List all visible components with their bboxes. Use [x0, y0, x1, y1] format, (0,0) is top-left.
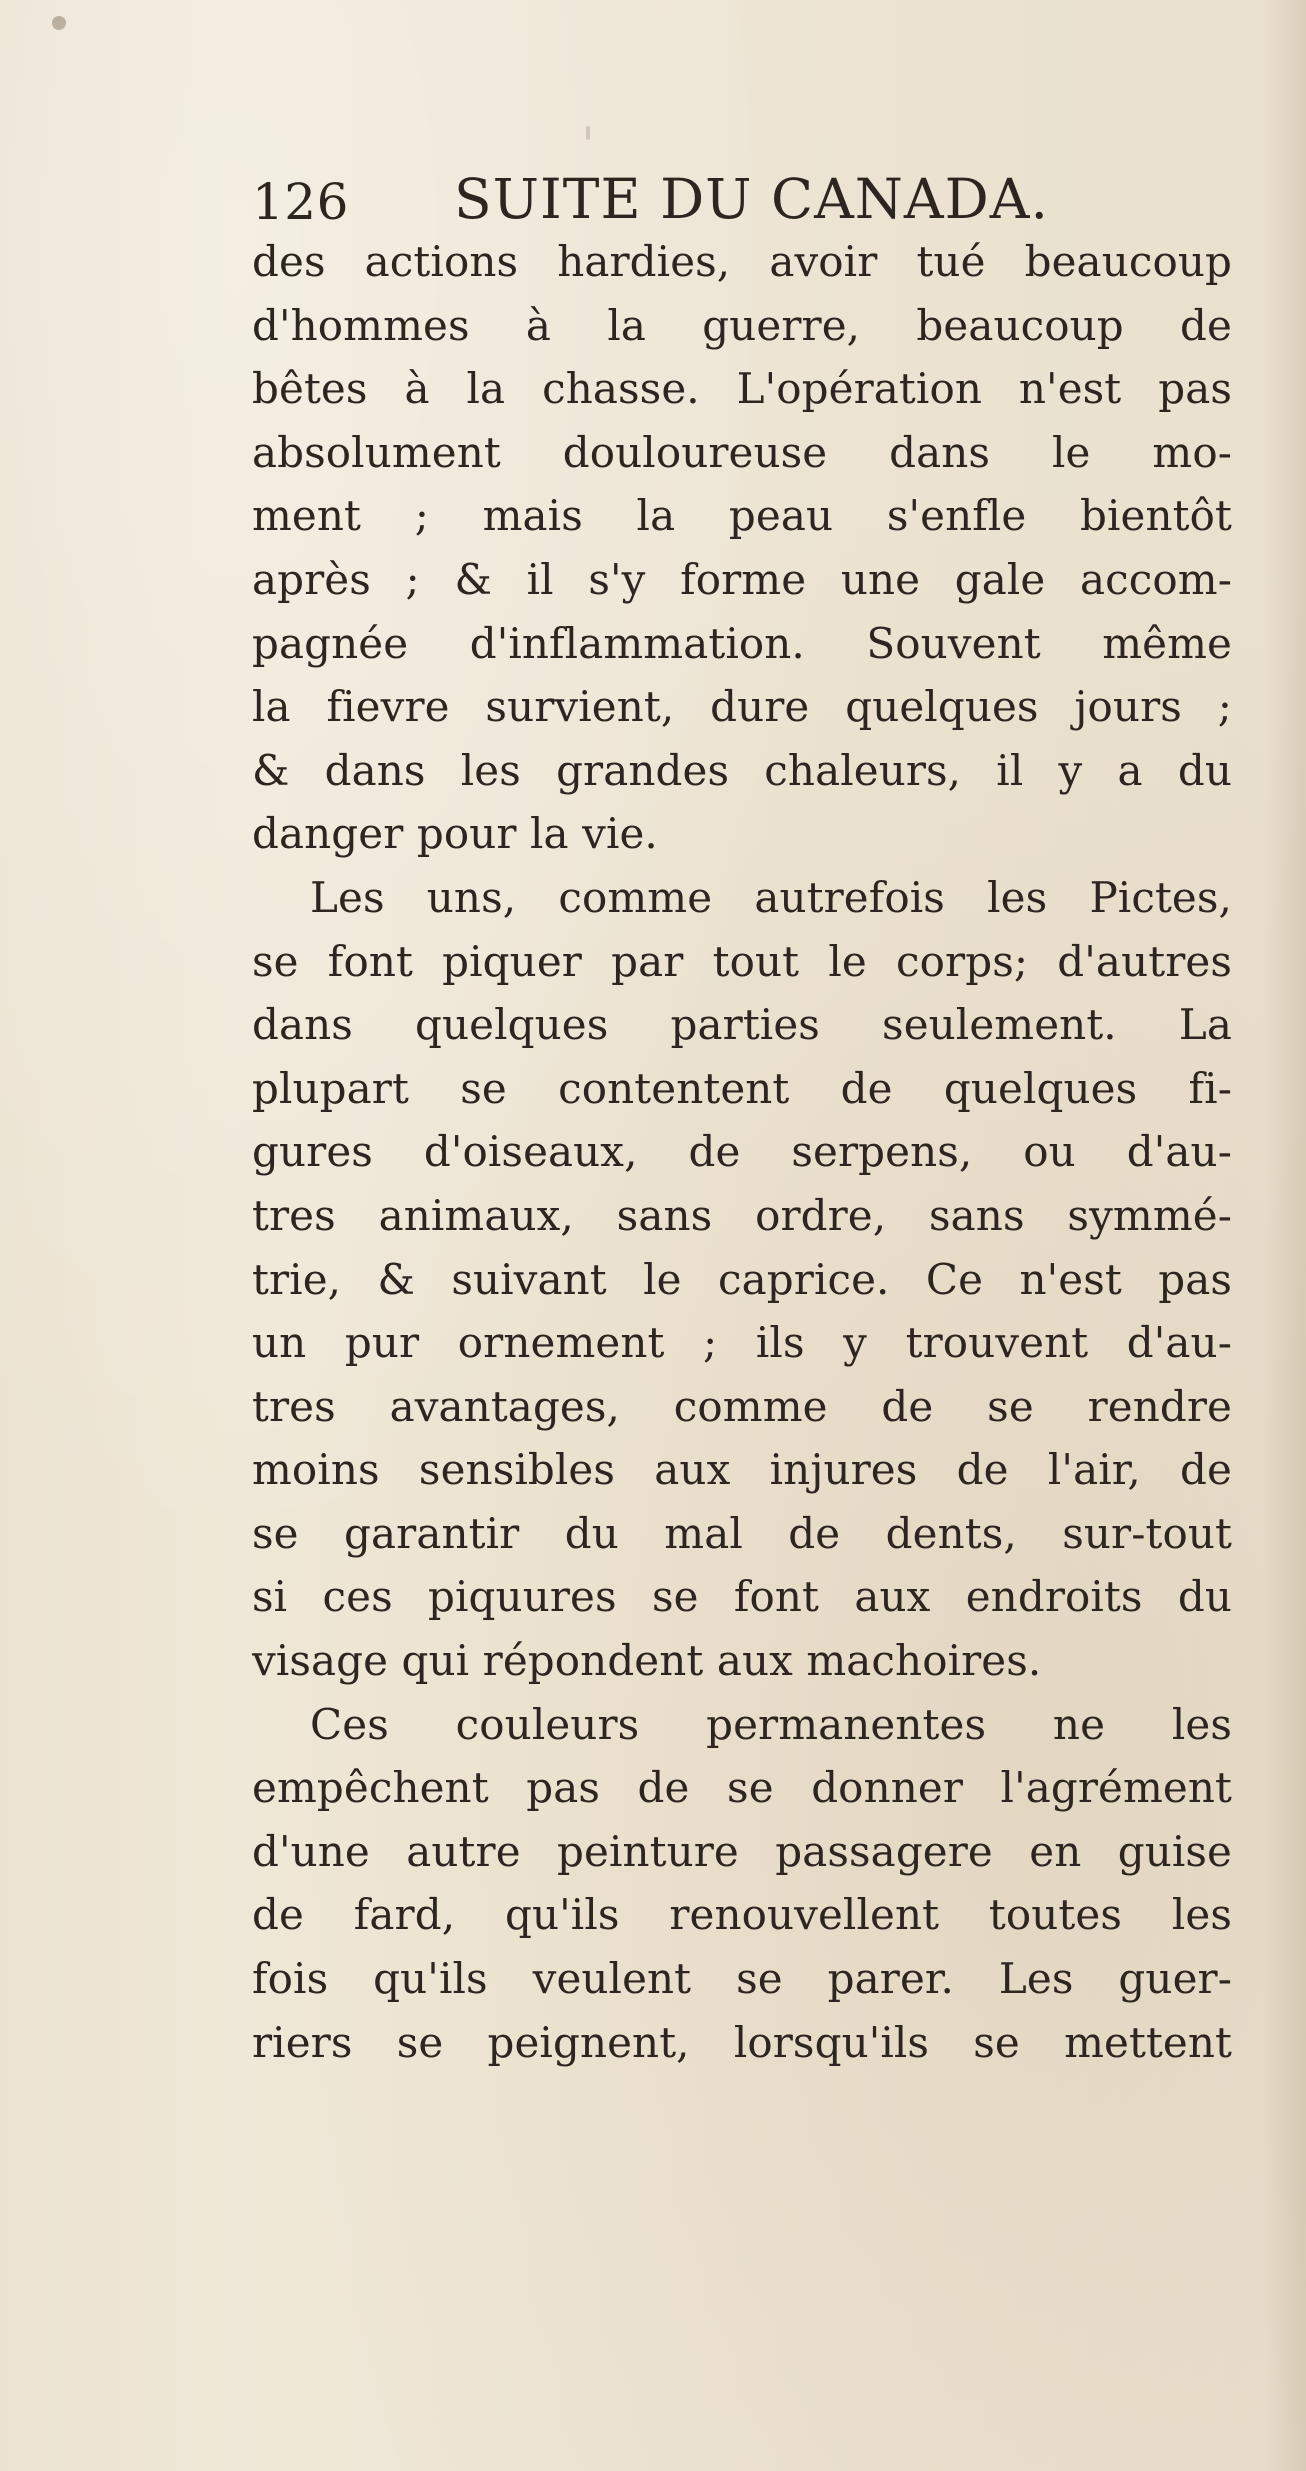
text-line-12: se font piquer par tout le corps; d'autres [252, 936, 1232, 986]
text-line-17: trie, & suivant le caprice. Ce n'est pas [252, 1254, 1232, 1304]
ink-spot [52, 16, 66, 30]
page-edge-shadow [1264, 0, 1306, 2471]
text-line-23: visage qui répondent aux machoires. [252, 1636, 1042, 1686]
book-text [252, 230, 1232, 2074]
text-line-14: plupart se contentent de quelques fi- [252, 1063, 1232, 1113]
text-line-2: d'hommes à la guerre, beaucoup de [252, 300, 1232, 350]
text-line-6: après ; & il s'y forme une gale accom- [252, 554, 1232, 604]
text-line-21: se garantir du mal de dents, sur-tout [252, 1508, 1232, 1558]
text-line-28: fois qu'ils veulent se parer. Les guer- [252, 1954, 1232, 2004]
text-line-9: & dans les grandes chaleurs, il y a du [252, 745, 1232, 795]
paragraph-2-line-1: Les uns, comme autrefois les Pictes, [310, 872, 1232, 922]
text-line-16: tres animaux, sans ordre, sans symmé- [252, 1190, 1232, 1240]
paper-mark [586, 126, 590, 140]
text-line-5: ment ; mais la peau s'enfle bientôt [252, 491, 1232, 541]
running-title: SUITE DU CANADA. [454, 167, 1049, 231]
text-line-3: bêtes à la chasse. L'opération n'est pas [252, 364, 1232, 414]
text-line-15: gures d'oiseaux, de serpens, ou d'au- [252, 1127, 1232, 1177]
text-line-22: si ces piquures se font aux endroits du [252, 1572, 1232, 1622]
text-line-29: riers se peignent, lorsqu'ils se mettent [252, 2017, 1232, 2067]
paragraph-3-line-1: Ces couleurs permanentes ne les [310, 1699, 1232, 1749]
text-line-10: danger pour la vie. [252, 809, 658, 859]
text-line-4: absolument douloureuse dans le mo- [252, 427, 1232, 477]
text-line-25: empêchent pas de se donner l'agrément [252, 1763, 1232, 1813]
text-line-1: des actions hardies, avoir tué beaucoup [252, 237, 1232, 286]
text-line-18: un pur ornement ; ils y trouvent d'au- [252, 1318, 1232, 1368]
text-line-7: pagnée d'inflammation. Souvent même [252, 618, 1232, 668]
text-line-20: moins sensibles aux injures de l'air, de [252, 1445, 1232, 1495]
page-number: 126 [252, 173, 349, 231]
text-line-13: dans quelques parties seulement. La [252, 1000, 1232, 1050]
text-line-26: d'une autre peinture passagere en guise [252, 1826, 1232, 1876]
text-line-19: tres avantages, comme de se rendre [252, 1381, 1232, 1431]
text-line-27: de fard, qu'ils renouvellent toutes les [252, 1890, 1232, 1940]
text-line-8: la fievre survient, dure quelques jours ; [252, 682, 1232, 732]
